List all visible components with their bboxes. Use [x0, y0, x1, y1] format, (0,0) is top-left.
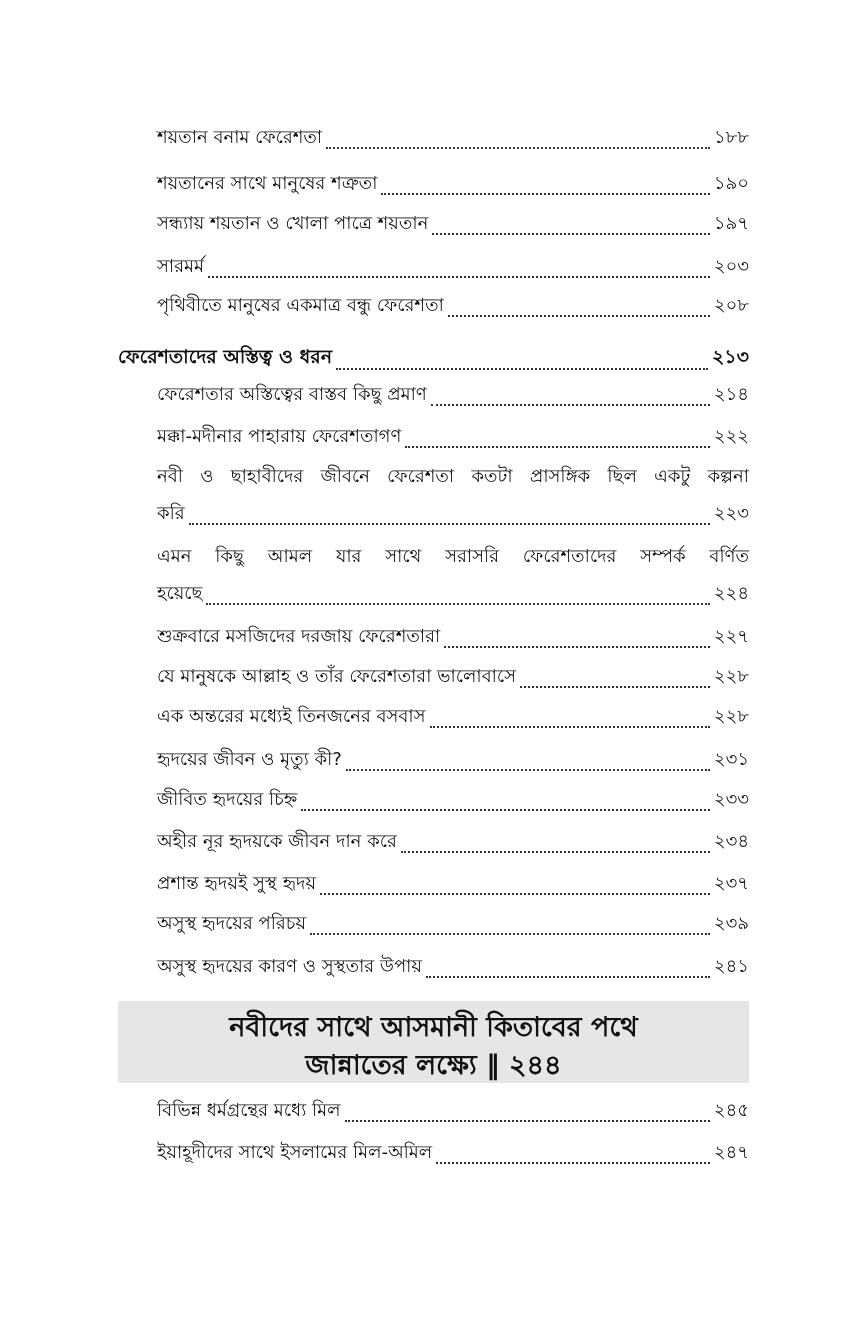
toc-entry[interactable] [157, 785, 749, 816]
chapter-heading[interactable] [118, 343, 749, 375]
dot-leader [401, 851, 710, 853]
toc-entry[interactable] [157, 745, 749, 776]
toc-entry[interactable] [157, 702, 749, 733]
entry-title: সন্ধ্যায় শয়তান ও খোলা পাত্রে শয়তান [157, 213, 429, 234]
toc-entry[interactable] [157, 662, 749, 693]
dot-leader [430, 726, 710, 728]
entry-title: পৃথিবীতে মানুষের একমাত্র বন্ধু ফেরেশতা [157, 295, 444, 316]
entry-page: ২২৪ [713, 583, 749, 604]
toc-entry[interactable] [157, 827, 749, 858]
entry-page: ১৮৮ [713, 127, 749, 148]
toc-entry[interactable] [157, 252, 749, 283]
dot-leader [346, 769, 710, 771]
entry-page: ২০৮ [713, 295, 749, 316]
entry-title: শয়তানের সাথে মানুষের শত্রুতা [157, 173, 378, 194]
dot-leader [436, 1162, 710, 1164]
dot-leader [310, 933, 710, 935]
entry-page: ২৪৫ [713, 1100, 749, 1121]
toc-entry[interactable] [157, 291, 749, 322]
dot-leader [189, 523, 710, 525]
entry-page: ২৩৭ [713, 873, 749, 894]
entry-page: ২৪৭ [713, 1142, 749, 1163]
dot-leader [381, 193, 710, 195]
entry-page: ২১৪ [713, 384, 749, 405]
entry-title: মক্কা-মদীনার পাহারায় ফেরেশতাগণ [157, 426, 402, 447]
toc-entry[interactable] [157, 952, 749, 983]
toc-entry[interactable] [157, 909, 749, 940]
chapter-page: ২১৩ [711, 346, 749, 368]
entry-title: অসুস্থ হৃদয়ের কারণ ও সুস্থতার উপায় [157, 956, 422, 977]
entry-title: করি [157, 503, 185, 524]
entry-page: ২৩৯ [713, 913, 749, 934]
dot-leader [326, 147, 710, 149]
toc-entry[interactable] [157, 123, 749, 154]
entry-page: ২২৭ [713, 626, 749, 647]
toc-entry[interactable] [157, 622, 749, 653]
entry-title: প্রশান্ত হৃদয়ই সুস্থ হৃদয় [157, 873, 317, 894]
entry-page: ১৯৭ [713, 213, 749, 234]
toc-entry[interactable] [157, 380, 749, 411]
entry-page: ২৩৪ [713, 831, 749, 852]
toc-entry[interactable] [157, 422, 749, 453]
dot-leader [431, 404, 710, 406]
toc-entry[interactable] [157, 869, 749, 900]
section-banner[interactable] [118, 1001, 749, 1083]
entry-page: ১৯০ [713, 173, 749, 194]
entry-page: ২২৮ [713, 706, 749, 727]
entry-title: বিভিন্ন ধর্মগ্রন্থের মধ্যে মিল [157, 1100, 341, 1121]
toc-entry[interactable] [157, 209, 749, 240]
toc-entry-line1[interactable]: নবী ও ছাহাবীদের জীবনে ফেরেশতা কতটা প্রাসঙ্গিক ছিল একটু কল্পনা [157, 466, 749, 487]
toc-entry[interactable] [157, 499, 749, 530]
dot-leader [405, 446, 710, 448]
toc-entry[interactable] [157, 1138, 749, 1169]
dot-leader [444, 646, 710, 648]
toc-entry[interactable] [157, 169, 749, 200]
entry-title: ইয়াহূদীদের সাথে ইসলামের মিল-অমিল [157, 1142, 433, 1163]
dot-leader [448, 315, 710, 317]
dot-leader [301, 809, 710, 811]
dot-leader [345, 1120, 710, 1122]
dot-leader [432, 233, 710, 235]
entry-page: ২০৩ [713, 256, 749, 277]
entry-title: অহীর নূর হৃদয়কে জীবন দান করে [157, 831, 397, 852]
dot-leader [206, 603, 709, 605]
entry-page: ২২৩ [713, 503, 749, 524]
entry-title: যে মানুষকে আল্লাহ ও তাঁর ফেরেশতারা ভালোবাসে [157, 666, 517, 687]
entry-title: হৃদয়ের জীবন ও মৃত্যু কী? [157, 749, 342, 770]
section-title-line2: জান্নাতের লক্ষ্যে ‖ ২৪৪ [305, 1050, 562, 1081]
dot-leader [336, 368, 708, 370]
section-title-line1: নবীদের সাথে আসমানী কিতাবের পথে [229, 1012, 638, 1043]
chapter-title: ফেরেশতাদের অস্তিত্ব ও ধরন [118, 346, 333, 368]
entry-page: ২৪১ [713, 956, 749, 977]
entry-title: জীবিত হৃদয়ের চিহ্ন [157, 789, 298, 810]
dot-leader [208, 276, 710, 278]
dot-leader [320, 893, 710, 895]
entry-title: শুক্রবারে মসজিদের দরজায় ফেরেশতারা [157, 626, 441, 647]
entry-title: অসুস্থ হৃদয়ের পরিচয় [157, 913, 307, 934]
dot-leader [426, 976, 710, 978]
toc-entry-line1[interactable]: এমন কিছু আমল যার সাথে সরাসরি ফেরেশতাদের সম্পর্ক বর্ণিত [157, 546, 749, 567]
entry-page: ২২২ [713, 426, 749, 447]
entry-title: হয়েছে [157, 583, 203, 604]
entry-title: সারমর্ম [157, 256, 205, 277]
entry-page: ২২৮ [713, 666, 749, 687]
entry-title: ফেরেশতার অস্তিত্বের বাস্তব কিছু প্রমাণ [157, 384, 427, 405]
entry-page: ২৩৩ [713, 789, 749, 810]
toc-entry[interactable] [157, 579, 749, 610]
entry-page: ২৩১ [713, 749, 749, 770]
toc-entry[interactable] [157, 1096, 749, 1127]
entry-title: এক অন্তরের মধ্যেই তিনজনের বসবাস [157, 706, 426, 727]
entry-title: শয়তান বনাম ফেরেশতা [157, 127, 323, 148]
dot-leader [520, 686, 710, 688]
